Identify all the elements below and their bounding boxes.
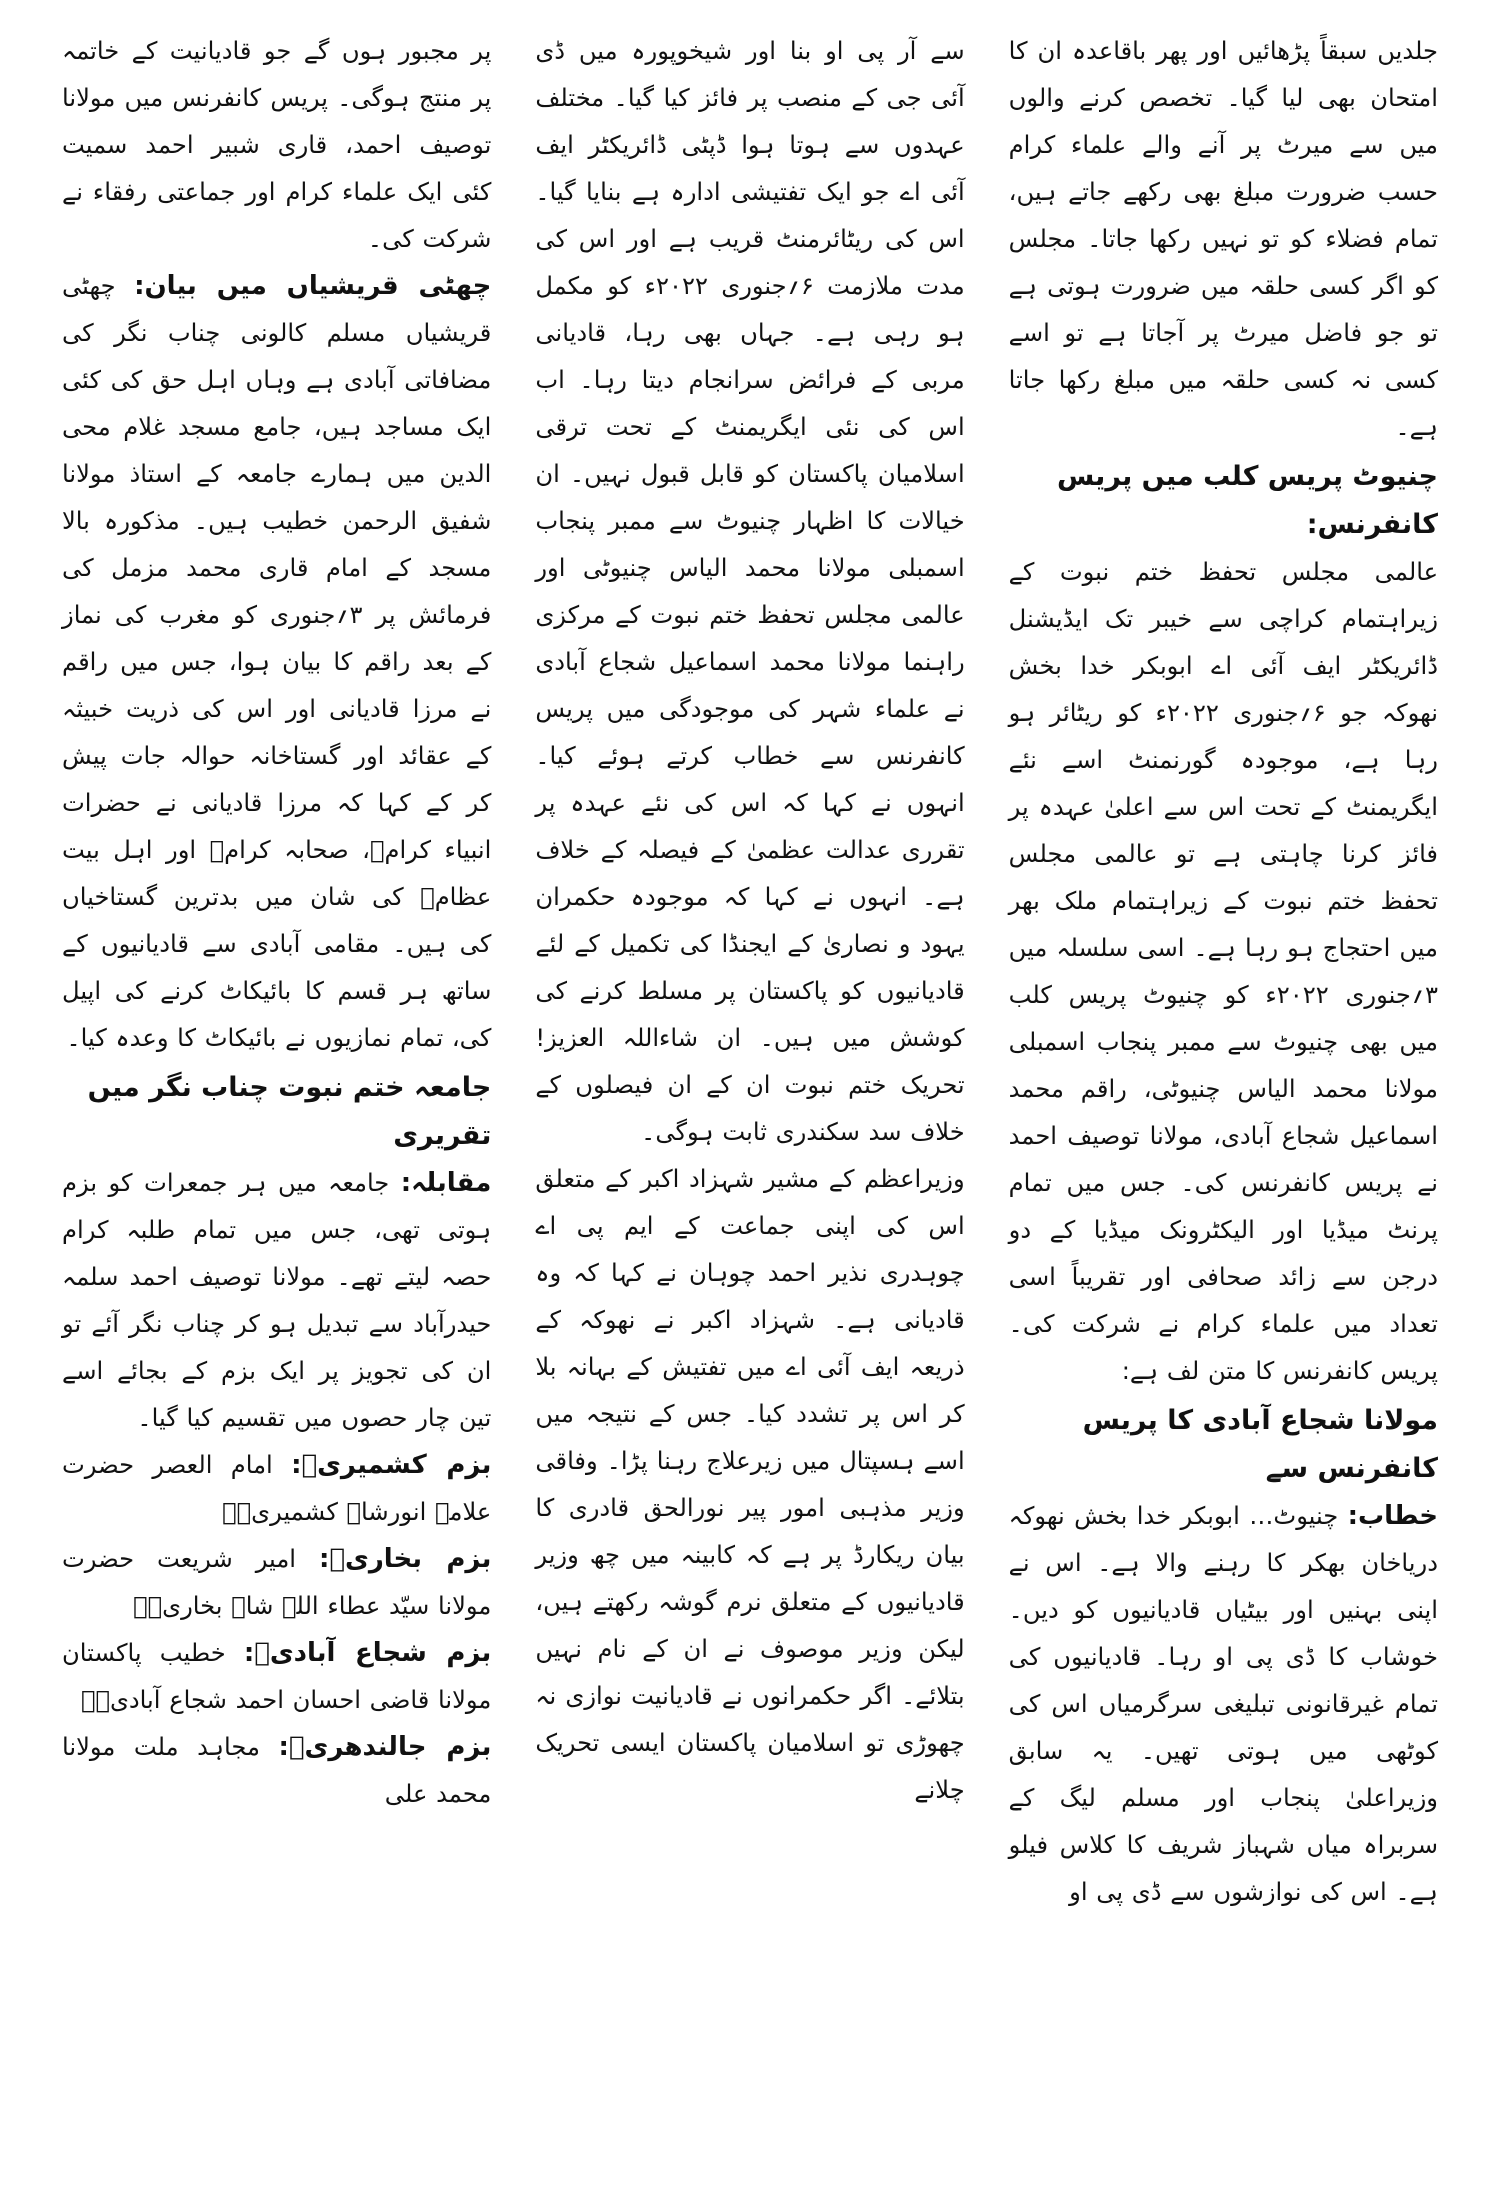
paragraph-text: چھٹی قریشیاں مسلم کالونی چناب نگر کی مضافاتی آبادی ہے وہاں اہل حق کی کئی ایک مساجد ہیں، جامع مسجد غلام محی الدین میں ہمارے جامعہ کے استاذ مولانا شفیق الرحمن خطیب ہیں۔ مذکورہ بالا مسجد کے امام قاری محمد مزمل کی فرمائش پر ۳؍جنوری کو مغرب کی نماز کے بعد راقم کا بیان ہوا، جس میں راقم نے مرزا قادیانی اور اس کی ذریت خبیثہ کے عقائد اور گستاخانہ حوالہ جات پیش کر کے کہا کہ مرزا قادیانی نے حضرات انبیاء کرامؑ، صحابہ کرامؓ اور اہل بیت عظامؓ کی شان میں بدترین گستاخیاں کی ہیں۔ مقامی آبادی سے قادیانیوں کے ساتھ ہر قسم کا بائیکاٹ کرنے کی اپیل کی، تمام نمازیوں نے بائیکاٹ کا وعدہ کیا۔ — [62, 272, 492, 1052]
section-heading: جامعہ ختم نبوت چناب نگر میں تقریری — [87, 1072, 492, 1151]
paragraph-text: چنیوٹ… ابوبکر خدا بخش نھوکہ دریاخان بھکر کا رہنے والا ہے۔ اس نے اپنی بہنیں اور بیٹیاں قادیانیوں کو دیں۔ خوشاب کا ڈی پی او رہا۔ قادیانیوں کی تمام غیرقانونی تبلیغی سرگرمیاں اس کی کوٹھی میں ہوتی تھیں۔ یہ سابق وزیراعلیٰ پنجاب اور مسلم لیگ کے سربراہ میاں شہباز شریف کا کلاس فیلو ہے۔ اس کی نوازشوں سے ڈی پی او — [1008, 1502, 1438, 1906]
labeled-paragraph — [62, 1724, 491, 1818]
paragraph: جلدیں سبقاً پڑھائیں اور پھر باقاعدہ ان کا امتحان بھی لیا گیا۔ تخصص کرنے والوں میں سے میرٹ پر آنے والے علماء کرام حسب ضرورت مبلغ بھی رکھے جاتے ہیں، تمام فضلاء کو تو نہیں رکھا جاتا۔ مجلس کو اگر کسی حلقہ میں ضرورت ہوتی ہے تو جو فاضل میرٹ پر آجاتا ہے تو اسے کسی نہ کسی حلقہ میں مبلغ رکھا جاتا ہے۔ — [1008, 37, 1438, 441]
paragraph: پر مجبور ہوں گے جو قادیانیت کے خاتمہ پر منتج ہوگی۔ پریس کانفرنس میں مولانا توصیف احمد، قاری شبیر احمد سمیت کئی ایک علماء کرام اور جماعتی رفقاء نے شرکت کی۔ — [62, 37, 492, 253]
labeled-paragraph — [62, 263, 491, 1062]
labeled-paragraph — [62, 1160, 491, 1442]
paragraph-label: مقابلہ: — [400, 1168, 492, 1198]
paragraph-text: مجاہد ملت مولانا محمد علی — [62, 1733, 492, 1808]
section-heading: مولانا شجاع آبادی کا پریس کانفرنس سے — [1082, 1405, 1438, 1484]
paragraph: عالمی مجلس تحفظ ختم نبوت کے زیراہتمام کراچی سے خیبر تک ایڈیشنل ڈائریکٹر ایف آئی اے ابوبکر خدا بخش نھوکہ جو ۶؍جنوری ۲۰۲۲ء کو ریٹائر ہو رہا ہے، موجودہ گورنمنٹ اسے نئے ایگریمنٹ کے تحت اس سے اعلیٰ عہدہ پر فائز کرنا چاہتی ہے تو عالمی مجلس تحفظ ختم نبوت کے زیراہتمام ملک بھر میں احتجاج ہو رہا ہے۔ اسی سلسلہ میں ۳؍جنوری ۲۰۲۲ء کو چنیوٹ پریس کلب میں بھی چنیوٹ سے ممبر پنجاب اسمبلی مولانا محمد الیاس چنیوٹی، راقم محمد اسماعیل شجاع آبادی، مولانا توصیف احمد نے پریس کانفرنس کی۔ جس میں تمام پرنٹ میڈیا اور الیکٹرونک میڈیا کے دو درجن سے زائد صحافی اور تقریباً اسی تعداد میں علماء کرام نے شرکت کی۔ پریس کانفرنس کا متن لف ہے: — [1008, 558, 1439, 1385]
paragraph: سے آر پی او بنا اور شیخوپورہ میں ڈی آئی جی کے منصب پر فائز کیا گیا۔ مختلف عہدوں سے ہوتا ہوا ڈپٹی ڈائریکٹر ایف آئی اے جو ایک تفتیشی ادارہ ہے بنایا گیا۔ اس کی ریٹائرمنٹ قریب ہے اور اس کی مدت ملازمت ۶؍جنوری ۲۰۲۲ء کو مکمل ہو رہی ہے۔ جہاں بھی رہا، قادیانی مربی کے فرائض سرانجام دیتا رہا۔ اب اس کی نئی ایگریمنٹ کے تحت ترقی اسلامیان پاکستان کو قابل قبول نہیں۔ ان خیالات کا اظہار چنیوٹ سے ممبر پنجاب اسمبلی مولانا محمد الیاس چنیوٹی اور عالمی مجلس تحفظ ختم نبوت کے مرکزی راہنما مولانا محمد اسماعیل شجاع آبادی نے علماء شہر کی موجودگی میں پریس کانفرنس سے خطاب کرتے ہوئے کیا۔ انہوں نے کہا کہ اس کی نئے عہدہ پر تقرری عدالت عظمیٰ کے فیصلہ کے خلاف ہے۔ انہوں نے کہا کہ موجودہ حکمران یہود و نصاریٰ کے ایجنڈا کی تکمیل کے لئے قادیانیوں کو پاکستان پر مسلط کرنے کی کوشش میں ہیں۔ ان شاءاللہ العزیز! تحریک ختم نبوت ان کے ان فیصلوں کے خلاف سد سکندری ثابت ہوگی۔ — [535, 37, 965, 1146]
paragraph-label: خطاب: — [1347, 1501, 1438, 1531]
paragraph-label: بزم کشمیریؒ: — [291, 1450, 492, 1480]
paragraph-label: چھٹی قریشیاں میں بیان: — [134, 271, 492, 301]
labeled-paragraph — [1009, 1493, 1438, 1916]
labeled-paragraph — [62, 1536, 491, 1630]
column-left — [40, 28, 513, 2178]
paragraph-text: امیر شریعت حضرت مولانا سیّد عطاء اللہ شاہ بخاریؒ۔ — [62, 1545, 492, 1620]
labeled-paragraph — [62, 1442, 491, 1536]
paragraph-label: بزم بخاریؒ: — [318, 1544, 492, 1574]
paragraph-text: امام العصر حضرت علامہ انورشاہ کشمیریؒ۔ — [62, 1451, 492, 1526]
paragraph-text: خطیب پاکستان مولانا قاضی احسان احمد شجاع آبادیؒ۔ — [62, 1639, 492, 1714]
paragraph-label: بزم شجاع آبادیؒ: — [243, 1638, 492, 1668]
paragraph-label: بزم جالندھریؒ: — [278, 1732, 492, 1762]
column-middle — [513, 28, 986, 2178]
paragraph: وزیراعظم کے مشیر شہزاد اکبر کے متعلق اس کی اپنی جماعت کے ایم پی اے چوہدری نذیر احمد چوہان نے کہا کہ وہ قادیانی ہے۔ شہزاد اکبر نے نھوکہ کے ذریعہ ایف آئی اے میں تفتیش کے بہانہ بلا کر اس پر تشدد کیا۔ جس کے نتیجہ میں اسے ہسپتال میں زیرعلاج رہنا پڑا۔ وفاقی وزیر مذہبی امور پیر نورالحق قادری کا بیان ریکارڈ پر ہے کہ کابینہ میں چھ وزیر قادیانیوں کے متعلق نرم گوشہ رکھتے ہیں، لیکن وزیر موصوف نے ان کے نام نہیں بتلائے۔ اگر حکمرانوں نے قادیانیت نوازی نہ چھوڑی تو اسلامیان پاکستان ایسی تحریک چلانے — [535, 1165, 965, 1804]
labeled-paragraph — [62, 1630, 491, 1724]
section-heading: چنیوٹ پریس کلب میں پریس کانفرنس: — [1057, 461, 1438, 540]
paragraph-text: جامعہ میں ہر جمعرات کو بزم ہوتی تھی، جس میں تمام طلبہ کرام حصہ لیتے تھے۔ مولانا توصیف احمد سلمہ حیدرآباد سے تبدیل ہو کر چناب نگر آئے تو ان کی تجویز پر ایک بزم کے بجائے اسے تین چار حصوں میں تقسیم کیا گیا۔ — [62, 1169, 492, 1432]
column-right — [987, 28, 1460, 2178]
